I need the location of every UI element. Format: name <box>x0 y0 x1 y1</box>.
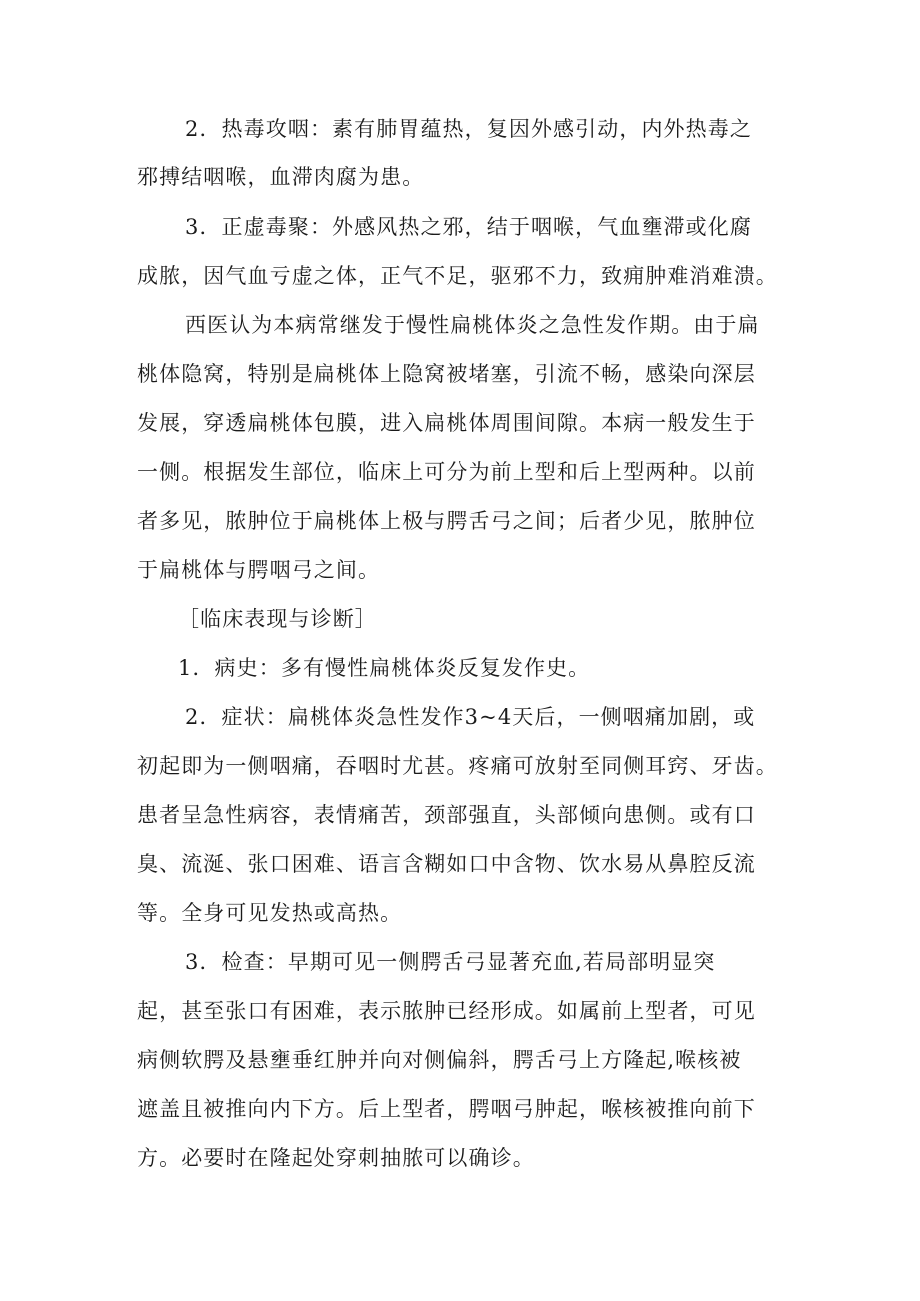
text-line: 者多见，脓肿位于扁桃体上极与腭舌弓之间；后者少见，脓肿位 <box>137 509 756 533</box>
text-line: 等。全身可见发热或高热。 <box>137 901 403 925</box>
text-line: 臭、流涎、张口困难、语言含糊如口中含物、饮水易从鼻腔反流 <box>137 852 756 876</box>
text-line: 2．热毒攻咽：素有肺胃蕴热，复因外感引动，内外热毒之 <box>185 117 752 141</box>
text-line: 1．病史：多有慢性扁桃体炎反复发作史。 <box>178 656 591 680</box>
text-line: 病侧软腭及悬壅垂红肿并向对侧偏斜，腭舌弓上方隆起,喉核被 <box>137 1048 742 1072</box>
text-line: 一侧。根据发生部位，临床上可分为前上型和后上型两种。以前 <box>137 460 756 484</box>
text-line: 邪搏结咽喉，血滞肉腐为患。 <box>137 165 425 189</box>
text-line: 方。必要时在隆起处穿刺抽脓可以确诊。 <box>137 1146 535 1170</box>
text-line: 发展，穿透扁桃体包膜，进入扁桃体周围间隙。本病一般发生于 <box>137 411 756 435</box>
text-line: 3．正虚毒聚：外感风热之邪，结于咽喉，气血壅滞或化腐 <box>185 215 752 239</box>
text-line: 起，甚至张口有困难，表示脓肿已经形成。如属前上型者，可见 <box>137 999 756 1023</box>
text-line: 患者呈急性病容，表情痛苦，颈部强直，头部倾向患侧。或有口 <box>137 803 756 827</box>
text-line: 初起即为一侧咽痛，吞咽时尤甚。疼痛可放射至同侧耳窍、牙齿。 <box>137 754 778 778</box>
text-line: 2．症状：扁桃体炎急性发作3~4天后，一侧咽痛加剧，或 <box>185 705 756 729</box>
text-line: 遮盖且被推向内下方。后上型者，腭咽弓肿起，喉核被推向前下 <box>137 1097 756 1121</box>
section-heading: ［临床表现与诊断］ <box>178 607 377 631</box>
text-line: 3．检查：早期可见一侧腭舌弓显著充血,若局部明显突 <box>185 950 716 974</box>
text-line: 西医认为本病常继发于慢性扁桃体炎之急性发作期。由于扁 <box>185 313 760 337</box>
text-line: 成脓，因气血亏虚之体，正气不足，驱邪不力，致痈肿难消难溃。 <box>137 264 778 288</box>
text-line: 桃体隐窝，特别是扁桃体上隐窝被堵塞，引流不畅，感染向深层 <box>137 362 756 386</box>
text-line: 于扁桃体与腭咽弓之间。 <box>137 558 381 582</box>
